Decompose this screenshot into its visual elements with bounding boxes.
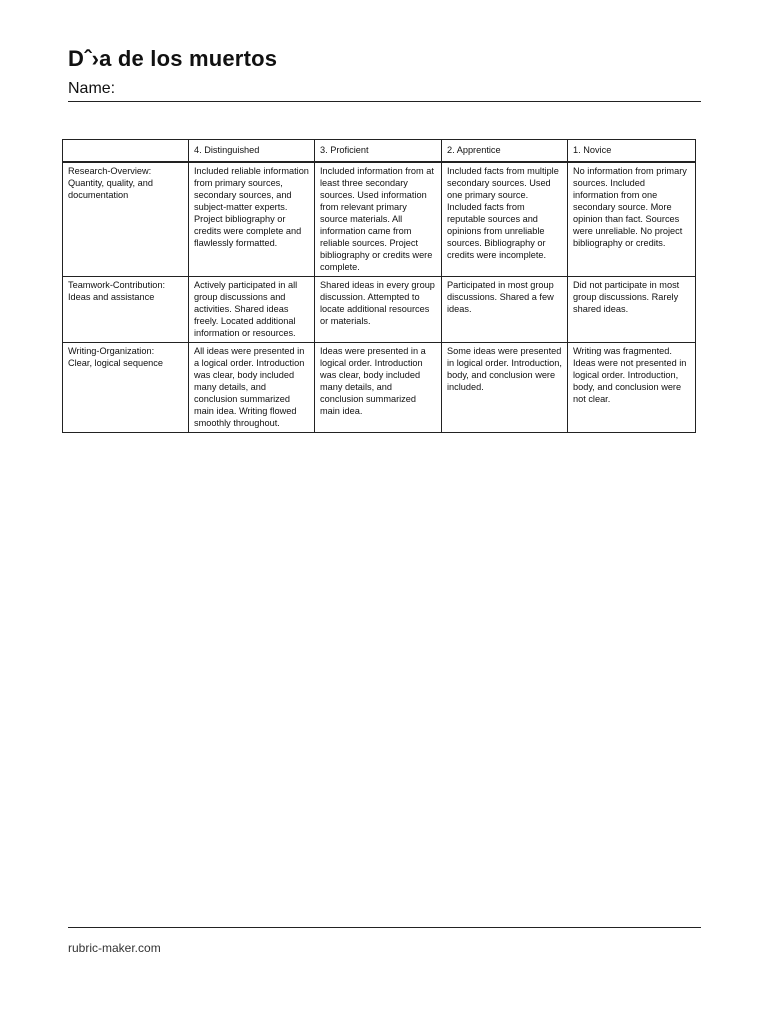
- criterion-name: Writing-Organization:: [68, 346, 155, 356]
- rubric-row-writing: [63, 343, 696, 433]
- criterion-description: Ideas and assistance: [68, 292, 155, 302]
- criterion-cell: [63, 162, 189, 277]
- rubric-cell-apprentice: Some ideas were presented in logical order. Introduction, body, and conclusion were included.: [442, 343, 568, 433]
- rubric-row-teamwork: [63, 277, 696, 343]
- rubric-row-research: [63, 162, 696, 277]
- rubric-cell-novice: No information from primary sources. Included information from one secondary source. More opinion than fact. Sources were unreliable. No project bibliography or credits.: [568, 162, 696, 277]
- criterion-cell: [63, 277, 189, 343]
- rubric-cell-apprentice: Included facts from multiple secondary sources. Used one primary source. Included facts from reputable sources and opinions from unreliable sources. Bibliography or credits were incomplete.: [442, 162, 568, 277]
- criterion-name: Research-Overview:: [68, 166, 152, 176]
- rubric-cell-apprentice: Participated in most group discussions. Shared a few ideas.: [442, 277, 568, 343]
- footer-divider: [68, 927, 701, 928]
- rubric-cell-proficient: Included information from at least three secondary sources. Used information from relevant primary source materials. All information came from reliable sources. Project bibliography or credits were complete.: [315, 162, 442, 277]
- footer-source: rubric-maker.com: [68, 941, 161, 955]
- page-title: Dˆ›a de los muertos: [68, 46, 278, 71]
- rubric-cell-distinguished: All ideas were presented in a logical order. Introduction was clear, body included many details, and conclusion summarized main idea. Writing flowed smoothly throughout.: [189, 343, 315, 433]
- rubric-cell-proficient: Shared ideas in every group discussion. Attempted to locate additional resources or materials.: [315, 277, 442, 343]
- rubric-header-row: [63, 140, 696, 163]
- header-level-novice: 1. Novice: [568, 140, 696, 163]
- header-level-apprentice: 2. Apprentice: [442, 140, 568, 163]
- rubric-cell-distinguished: Included reliable information from primary sources, secondary sources, and subject-matter experts. Project bibliography or credits were complete and flawlessly formatted.: [189, 162, 315, 277]
- rubric-cell-proficient: Ideas were presented in a logical order. Introduction was clear, body included many details, and conclusion summarized main idea.: [315, 343, 442, 433]
- criterion-description: Clear, logical sequence: [68, 358, 163, 368]
- rubric-cell-novice: Did not participate in most group discussions. Rarely shared ideas.: [568, 277, 696, 343]
- rubric-table: [62, 139, 696, 433]
- rubric-cell-novice: Writing was fragmented. Ideas were not presented in logical order. Introduction, body, and conclusion were not clear.: [568, 343, 696, 433]
- name-label: Name:: [68, 80, 116, 97]
- rubric-cell-distinguished: Actively participated in all group discussions and activities. Shared ideas freely. Located additional information or resources.: [189, 277, 315, 343]
- criterion-name: Teamwork-Contribution:: [68, 280, 166, 290]
- criterion-description: Quantity, quality, and documentation: [68, 178, 153, 200]
- header-corner-cell: [63, 140, 189, 163]
- header-level-proficient: 3. Proficient: [315, 140, 442, 163]
- criterion-cell: [63, 343, 189, 433]
- header-level-distinguished: 4. Distinguished: [189, 140, 315, 163]
- name-line: [68, 101, 701, 102]
